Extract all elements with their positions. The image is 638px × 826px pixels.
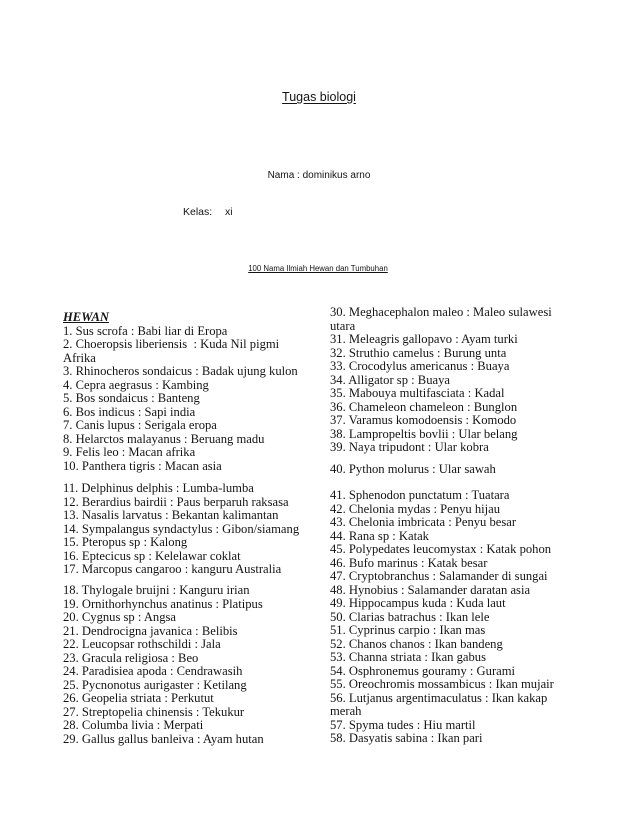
- list-item: 12. Berardius bairdii : Paus berparuh raksasa: [63, 494, 289, 509]
- document-subtitle: 100 Nama Ilmiah Hewan dan Tumbuhan: [248, 264, 388, 273]
- class-value: xi: [225, 206, 233, 218]
- list-item: 24. Paradisiea apoda : Cendrawasih: [63, 664, 243, 678]
- list-item: 28. Columba livia : Merpati: [63, 718, 204, 732]
- list-item: 18. Thylogale bruijni : Kanguru irian: [63, 583, 250, 597]
- list-paragraph: [63, 584, 325, 746]
- list-item: 29. Gallus gallus banleiva : Ayam hutan: [63, 731, 264, 746]
- list-item: 41. Sphenodon punctatum : Tuatara: [330, 488, 510, 502]
- list-item: 8. Helarctos malayanus : Beruang madu: [63, 431, 265, 446]
- list-item: 26. Geopelia striata : Perkutut: [63, 691, 214, 705]
- list-paragraph: [63, 325, 325, 474]
- right-column: [330, 306, 630, 746]
- list-item: 25. Pycnonotus aurigaster : Ketilang: [63, 677, 247, 692]
- list-item: 56. Lutjanus argentimaculatus : Ikan kakap merah: [330, 690, 548, 718]
- list-item: 40. Python molurus : Ular sawah: [330, 462, 496, 476]
- left-column: [63, 311, 325, 746]
- list-item: 34. Alligator sp : Buaya: [330, 372, 450, 387]
- list-item: 16. Eptecicus sp : Kelelawar coklat: [63, 548, 241, 563]
- list-item: 53. Channa striata : Ikan gabus: [330, 650, 486, 664]
- list-item: 14. Sympalangus syndactylus : Gibon/siamang: [63, 521, 300, 536]
- list-item: 42. Chelonia mydas : Penyu hijau: [330, 501, 500, 516]
- list-item: 51. Cyprinus carpio : Ikan mas: [330, 623, 486, 637]
- class-label: Kelas:: [183, 206, 213, 218]
- list-paragraph: [330, 463, 630, 477]
- section-heading-hewan: HEWAN: [63, 310, 109, 324]
- list-item: 44. Rana sp : Katak: [330, 528, 429, 543]
- list-item: 23. Gracula religiosa : Beo: [63, 650, 199, 665]
- list-item: 49. Hippocampus kuda : Kuda laut: [330, 596, 506, 610]
- list-item: 36. Chameleon chameleon : Bunglon: [330, 399, 518, 414]
- list-item: 13. Nasalis larvatus : Bekantan kalimantan: [63, 508, 279, 522]
- list-paragraph: [330, 306, 630, 455]
- list-item: 27. Streptopelia chinensis : Tekukur: [63, 704, 245, 719]
- list-item: 32. Struthio camelus : Burung unta: [330, 345, 507, 360]
- list-item: 21. Dendrocigna javanica : Belibis: [63, 623, 238, 638]
- list-item: 33. Crocodylus americanus : Buaya: [330, 359, 510, 373]
- list-item: 7. Canis lupus : Serigala eropa: [63, 418, 217, 432]
- list-item: 31. Meleagris gallopavo : Ayam turki: [330, 332, 518, 346]
- list-item: 2. Choeropsis liberiensis : Kuda Nil pigmi Afrika: [63, 337, 280, 365]
- list-item: 43. Chelonia imbricata : Penyu besar: [330, 515, 517, 529]
- list-item: 39. Naya tripudont : Ular kobra: [330, 440, 489, 454]
- list-paragraph: [63, 482, 325, 577]
- list-item: 52. Chanos chanos : Ikan bandeng: [330, 636, 503, 651]
- list-item: 22. Leucopsar rothschildi : Jala: [63, 637, 221, 651]
- list-item: 37. Varamus komodoensis : Komodo: [330, 413, 517, 427]
- list-item: 15. Pteropus sp : Kalong: [63, 535, 188, 549]
- list-item: 5. Bos sondaicus : Banteng: [63, 391, 200, 405]
- list-item: 48. Hynobius : Salamander daratan asia: [330, 582, 531, 597]
- list-item: 1. Sus scrofa : Babi liar di Eropa: [63, 323, 228, 338]
- list-item: 4. Cepra aegrasus : Kambing: [63, 377, 209, 392]
- list-item: 50. Clarias batrachus : Ikan lele: [330, 609, 490, 624]
- list-item: 11. Delphinus delphis : Lumba-lumba: [63, 481, 254, 495]
- list-item: 58. Dasyatis sabina : Ikan pari: [330, 731, 483, 745]
- list-item: 6. Bos indicus : Sapi india: [63, 404, 196, 419]
- list-item: 20. Cygnus sp : Angsa: [63, 610, 177, 624]
- list-item: 9. Felis leo : Macan afrika: [63, 445, 196, 459]
- list-item: 10. Panthera tigris : Macan asia: [63, 458, 222, 473]
- list-item: 47. Cryptobranchus : Salamander di sungai: [330, 569, 548, 583]
- list-item: 46. Bufo marinus : Katak besar: [330, 555, 488, 570]
- list-item: 38. Lampropeltis bovlii : Ular belang: [330, 426, 518, 441]
- document-title: Tugas biologi: [282, 90, 356, 104]
- list-item: 19. Ornithorhynchus anatinus : Platipus: [63, 596, 263, 611]
- list-item: 57. Spyma tudes : Hiu martil: [330, 717, 476, 732]
- list-item: 35. Mabouya multifasciata : Kadal: [330, 386, 505, 400]
- list-paragraph: [330, 489, 630, 746]
- list-item: 45. Polypedates leucomystax : Katak pohon: [330, 542, 552, 556]
- list-item: 54. Osphronemus gouramy : Gurami: [330, 663, 516, 678]
- list-item: 55. Oreochromis mossambicus : Ikan mujair: [330, 677, 554, 691]
- student-name-line: Nama : dominikus arno: [267, 170, 371, 181]
- list-item: 17. Marcopus cangaroo : kanguru Australia: [63, 562, 282, 576]
- list-item: 30. Meghacephalon maleo : Maleo sulawesi utara: [330, 305, 552, 333]
- list-item: 3. Rhinocheros sondaicus : Badak ujung kulon: [63, 364, 298, 378]
